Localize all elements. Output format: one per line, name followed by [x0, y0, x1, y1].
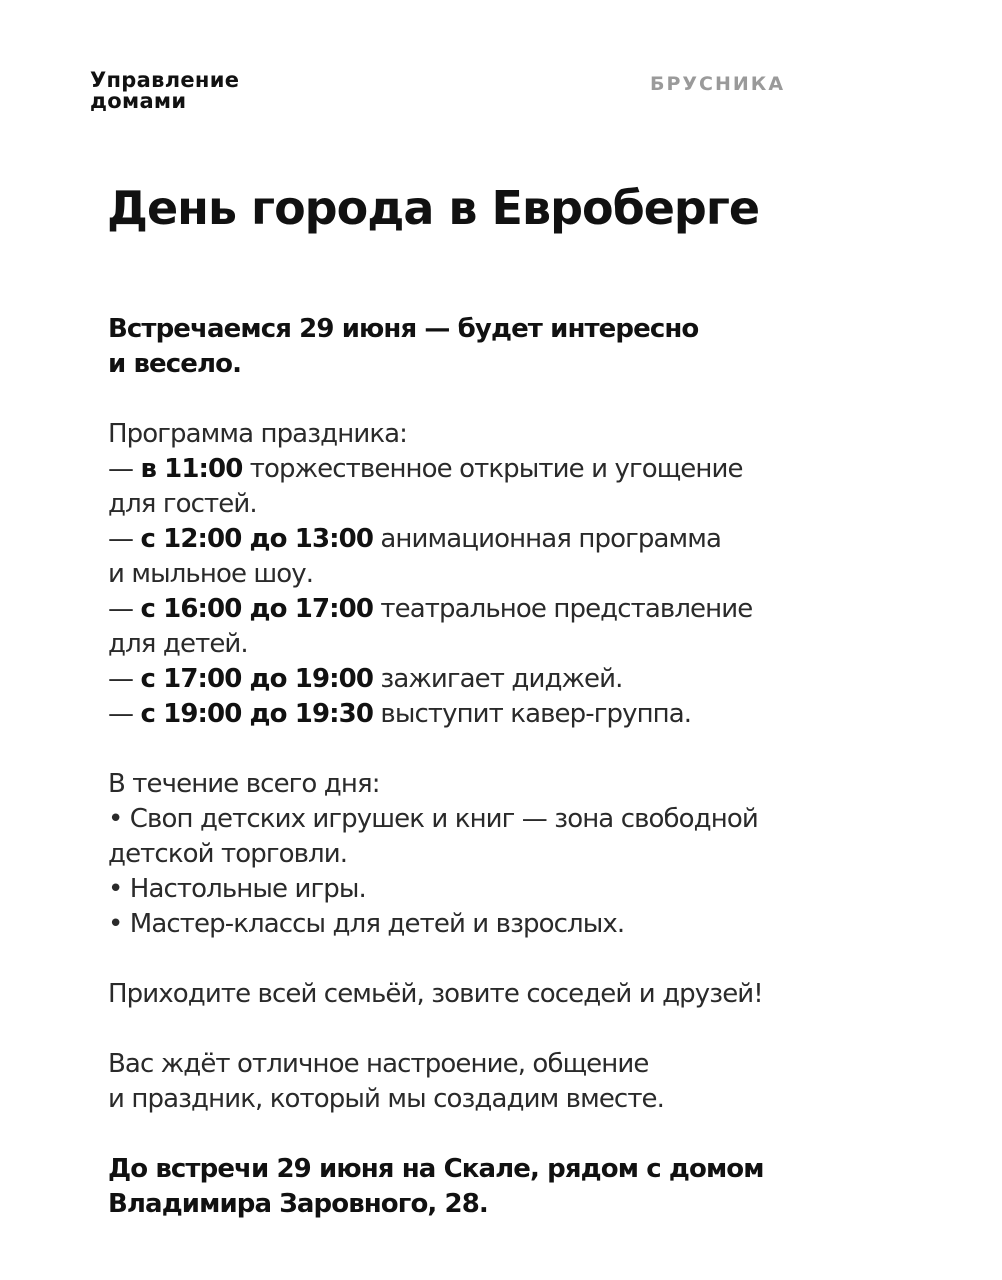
program-item-dash: —: [108, 454, 141, 484]
intro-line-2: и весело.: [108, 349, 242, 379]
program-item-continuation: для гостей.: [108, 489, 257, 519]
mood-paragraph: [108, 1047, 868, 1117]
program-item-time: с 19:00 до 19:30: [140, 699, 374, 729]
program-item-time: с 12:00 до 13:00: [140, 524, 374, 554]
program-item: [108, 592, 868, 627]
program-item: [108, 522, 868, 557]
intro-paragraph: [108, 312, 868, 382]
logo-left-line2: домами: [90, 89, 187, 113]
program-item-text: торжественное открытие и угощение: [242, 454, 743, 484]
program-item-continuation: для детей.: [108, 629, 248, 659]
list-item: • Настольные игры.: [108, 874, 366, 904]
program-item-dash: —: [108, 664, 141, 694]
logo-left-line1: Управление: [90, 68, 240, 92]
list-item: • Мастер-классы для детей и взрослых.: [108, 909, 625, 939]
invite-paragraph: [108, 977, 868, 1012]
all-day-section: [108, 767, 868, 942]
closing-line-2: Владимира Заровного, 28.: [108, 1189, 488, 1219]
program-section: [108, 417, 868, 732]
program-item-time: с 16:00 до 17:00: [140, 594, 374, 624]
mood-line-2: и праздник, который мы создадим вместе.: [108, 1084, 665, 1114]
program-item-time: с 17:00 до 19:00: [140, 664, 374, 694]
program-item: [108, 697, 868, 732]
list-item: • Своп детских игрушек и книг — зона свободной: [108, 804, 758, 834]
closing-line-1: До встречи 29 июня на Скале, рядом с домом: [108, 1154, 764, 1184]
announcement-body: [108, 312, 868, 1222]
program-item-text: анимационная программа: [373, 524, 721, 554]
program-item: [108, 662, 868, 697]
program-item-time: в 11:00: [140, 454, 243, 484]
invite-line: Приходите всей семьёй, зовите соседей и друзей!: [108, 979, 763, 1009]
all-day-heading: В течение всего дня:: [108, 769, 380, 799]
program-item: [108, 452, 868, 487]
mood-line-1: Вас ждёт отличное настроение, общение: [108, 1049, 649, 1079]
program-item-dash: —: [108, 524, 141, 554]
list-item-continuation: детской торговли.: [108, 839, 348, 869]
logo-brusnika: БРУСНИКА: [650, 73, 786, 95]
page-title: День города в Евроберге: [107, 181, 760, 235]
program-item-text: выступит кавер-группа.: [373, 699, 692, 729]
closing-paragraph: [108, 1152, 868, 1222]
program-item-continuation: и мыльное шоу.: [108, 559, 314, 589]
program-item-dash: —: [108, 699, 141, 729]
intro-line-1: Встречаемся 29 июня — будет интересно: [108, 314, 699, 344]
logo-upravlenie-domami: [90, 70, 239, 112]
program-heading: Программа праздника:: [108, 419, 408, 449]
program-item-text: зажигает диджей.: [373, 664, 623, 694]
program-item-text: театральное представление: [373, 594, 753, 624]
program-item-dash: —: [108, 594, 141, 624]
